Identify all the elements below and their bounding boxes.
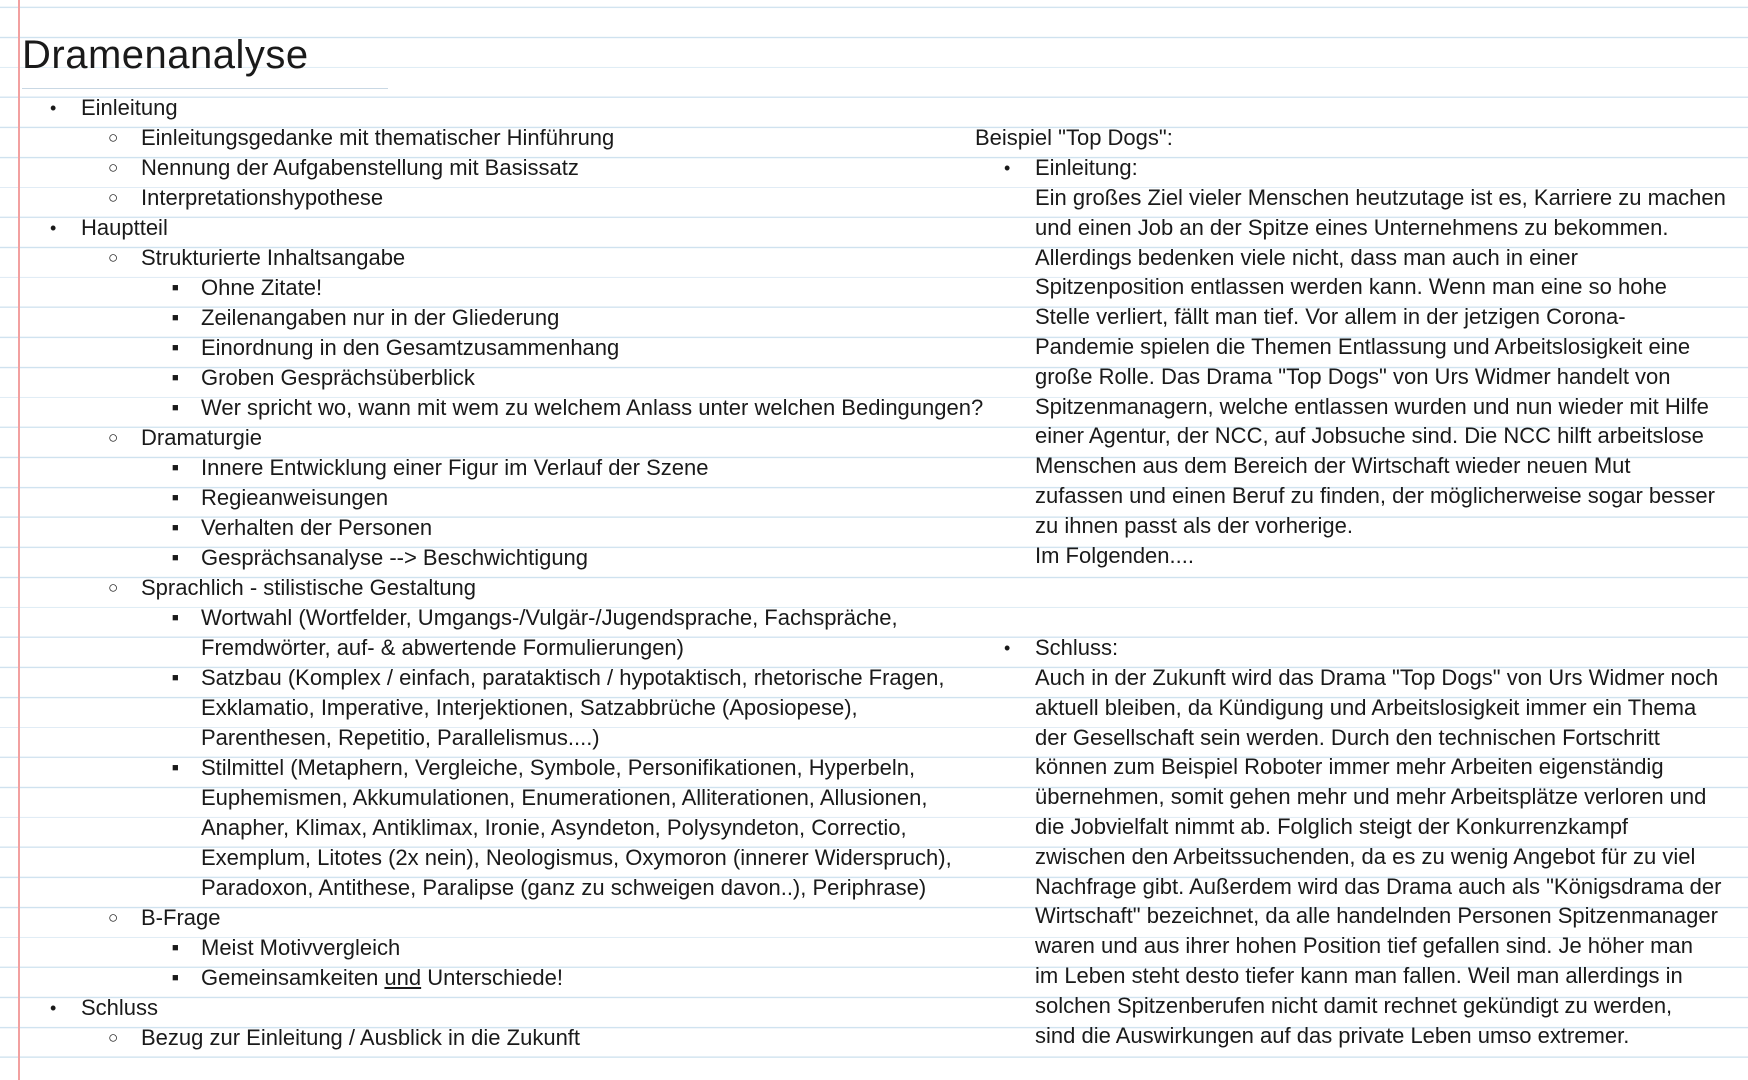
margin-line [18, 0, 20, 1080]
circle-bullet-icon: ○ [108, 248, 119, 267]
list-item: Gesprächsanalyse --> Beschwichtigung [201, 545, 589, 570]
square-bullet-icon: ■ [172, 282, 179, 294]
bullet-icon: • [1004, 158, 1011, 178]
title-underline [22, 88, 388, 89]
bullet-icon: • [50, 98, 57, 118]
list-item: Bezug zur Einleitung / Ausblick in die Zukunft [141, 1025, 581, 1050]
outline-inhaltsangabe: Strukturierte Inhaltsangabe [141, 245, 406, 270]
list-item: Einordnung in den Gesamtzusammenhang [201, 335, 620, 360]
list-item-continuation: Paradoxon, Antithese, Paralipse (ganz zu schweigen davon..), Periphrase) [201, 875, 927, 900]
circle-bullet-icon: ○ [108, 158, 119, 177]
list-item: Meist Motivvergleich [201, 935, 401, 960]
circle-bullet-icon: ○ [108, 128, 119, 147]
square-bullet-icon: ■ [172, 762, 179, 774]
outline-sprache: Sprachlich - stilistische Gestaltung [141, 575, 477, 600]
square-bullet-icon: ■ [172, 972, 179, 984]
example-schluss-label: Schluss: [1035, 635, 1119, 660]
list-item: Groben Gesprächsüberblick [201, 365, 475, 390]
list-item: Zeilenangaben nur in der Gliederung [201, 305, 560, 330]
circle-bullet-icon: ○ [108, 578, 119, 597]
square-bullet-icon: ■ [172, 672, 179, 684]
list-item: Wer spricht wo, wann mit wem zu welchem Anlass unter welchen Bedingungen? [201, 395, 984, 420]
square-bullet-icon: ■ [172, 612, 179, 624]
example-einleitung-text: Ein großes Ziel vieler Menschen heutzutage ist es, Karriere zu machen und einen Job an der Spitze eines Unternehmens zu bekommen. Allerdings bedenken viele nicht, dass man auch in einer Spitzenposition entlassen werden kann. Wenn man eine so hohe Stelle verliert, fällt man tief. Vor allem in der jetzigen Corona- Pandemie spielen die Themen Entlassung und Arbeitslosigkeit eine große Rolle. Das Drama "Top Dogs" von Urs Widmer handelt von Spitzenmanagern, welche entlassen wurden und nun wieder mit Hilfe einer Agentur, der NCC, auf Jobsuche sind. Die NCC hilft arbeitslose Menschen aus dem Bereich der Wirtschaft wieder neuen Mut zufassen und einen Beruf zu finden, der möglicherweise sogar besser zu ihnen passt als der vorherige. Im Folgenden.... [1035, 185, 1726, 568]
list-item: Wortwahl (Wortfelder, Umgangs-/Vulgär-/Jugendsprache, Fachspräche, [201, 605, 898, 630]
list-item-continuation: Exklamatio, Imperative, Interjektionen, Satzabbrüche (Aposiopese), [201, 695, 858, 720]
square-bullet-icon: ■ [172, 312, 179, 324]
square-bullet-icon: ■ [172, 402, 179, 414]
list-item-continuation: Euphemismen, Akkumulationen, Enumerationen, Alliterationen, Allusionen, [201, 785, 928, 810]
circle-bullet-icon: ○ [108, 188, 119, 207]
list-item [201, 963, 563, 993]
text-segment: Unterschiede! [421, 965, 563, 990]
text-segment: Gemeinsamkeiten [201, 965, 385, 990]
square-bullet-icon: ■ [172, 372, 179, 384]
page-title: Dramenanalyse [22, 33, 309, 77]
list-item: Ohne Zitate! [201, 275, 323, 300]
list-item: Satzbau (Komplex / einfach, parataktisch / hypotaktisch, rhetorische Fragen, [201, 665, 945, 690]
bullet-icon: • [50, 218, 57, 238]
square-bullet-icon: ■ [172, 492, 179, 504]
list-item: Verhalten der Personen [201, 515, 433, 540]
list-item-continuation: Anapher, Klimax, Antiklimax, Ironie, Asyndeton, Polysyndeton, Correctio, [201, 815, 907, 840]
square-bullet-icon: ■ [172, 552, 179, 564]
list-item-continuation: Fremdwörter, auf- & abwertende Formulierungen) [201, 635, 684, 660]
underlined-text: und [384, 965, 422, 990]
circle-bullet-icon: ○ [108, 908, 119, 927]
outline-einleitung: Einleitung [81, 95, 178, 120]
circle-bullet-icon: ○ [108, 428, 119, 447]
outline-bfrage: B-Frage [141, 905, 221, 930]
list-item: Einleitungsgedanke mit thematischer Hinführung [141, 125, 615, 150]
circle-bullet-icon: ○ [108, 1028, 119, 1047]
list-item: Nennung der Aufgabenstellung mit Basissatz [141, 155, 579, 180]
square-bullet-icon: ■ [172, 462, 179, 474]
list-item-continuation: Exemplum, Litotes (2x nein), Neologismus, Oxymoron (innerer Widerspruch), [201, 845, 952, 870]
square-bullet-icon: ■ [172, 942, 179, 954]
square-bullet-icon: ■ [172, 522, 179, 534]
example-schluss-text: Auch in der Zukunft wird das Drama "Top Dogs" von Urs Widmer noch aktuell bleiben, da Kündigung und Arbeitslosigkeit immer ein Thema der Gesellschaft sein werden. Durch den technischen Fortschritt können zum Beispiel Roboter immer mehr Arbeiten eigenständig übernehmen, somit gehen mehr und mehr Arbeitsplätze verloren und die Jobvielfalt nimmt ab. Folglich steigt der Konkurrenzkampf zwischen den Arbeitssuchenden, da es zu wenig Angebot für zu viel Nachfrage gibt. Außerdem wird das Drama auch als "Königsdrama der Wirtschaft" bezeichnet, da alle handelnden Personen Spitzenmanager waren und aus ihrer hohen Position tief gefallen sind. Je höher man im Leben steht desto tiefer kann man fallen. Weil man allerdings in solchen Spitzenberufen nicht damit rechnet gekündigt zu werden, sind die Auswirkungen auf das private Leben umso extremer. [1035, 665, 1722, 1048]
outline-schluss: Schluss [81, 995, 159, 1020]
outline-hauptteil: Hauptteil [81, 215, 168, 240]
list-item: Regieanweisungen [201, 485, 389, 510]
bullet-icon: • [50, 998, 57, 1018]
outline-dramaturgie: Dramaturgie [141, 425, 263, 450]
list-item: Innere Entwicklung einer Figur im Verlauf der Szene [201, 455, 709, 480]
example-heading: Beispiel "Top Dogs": [975, 125, 1173, 150]
square-bullet-icon: ■ [172, 342, 179, 354]
bullet-icon: • [1004, 638, 1011, 658]
list-item-continuation: Parenthesen, Repetitio, Parallelismus....) [201, 725, 600, 750]
list-item: Interpretationshypothese [141, 185, 384, 210]
list-item: Stilmittel (Metaphern, Vergleiche, Symbole, Personifikationen, Hyperbeln, [201, 755, 916, 780]
example-einleitung-label: Einleitung: [1035, 155, 1138, 180]
